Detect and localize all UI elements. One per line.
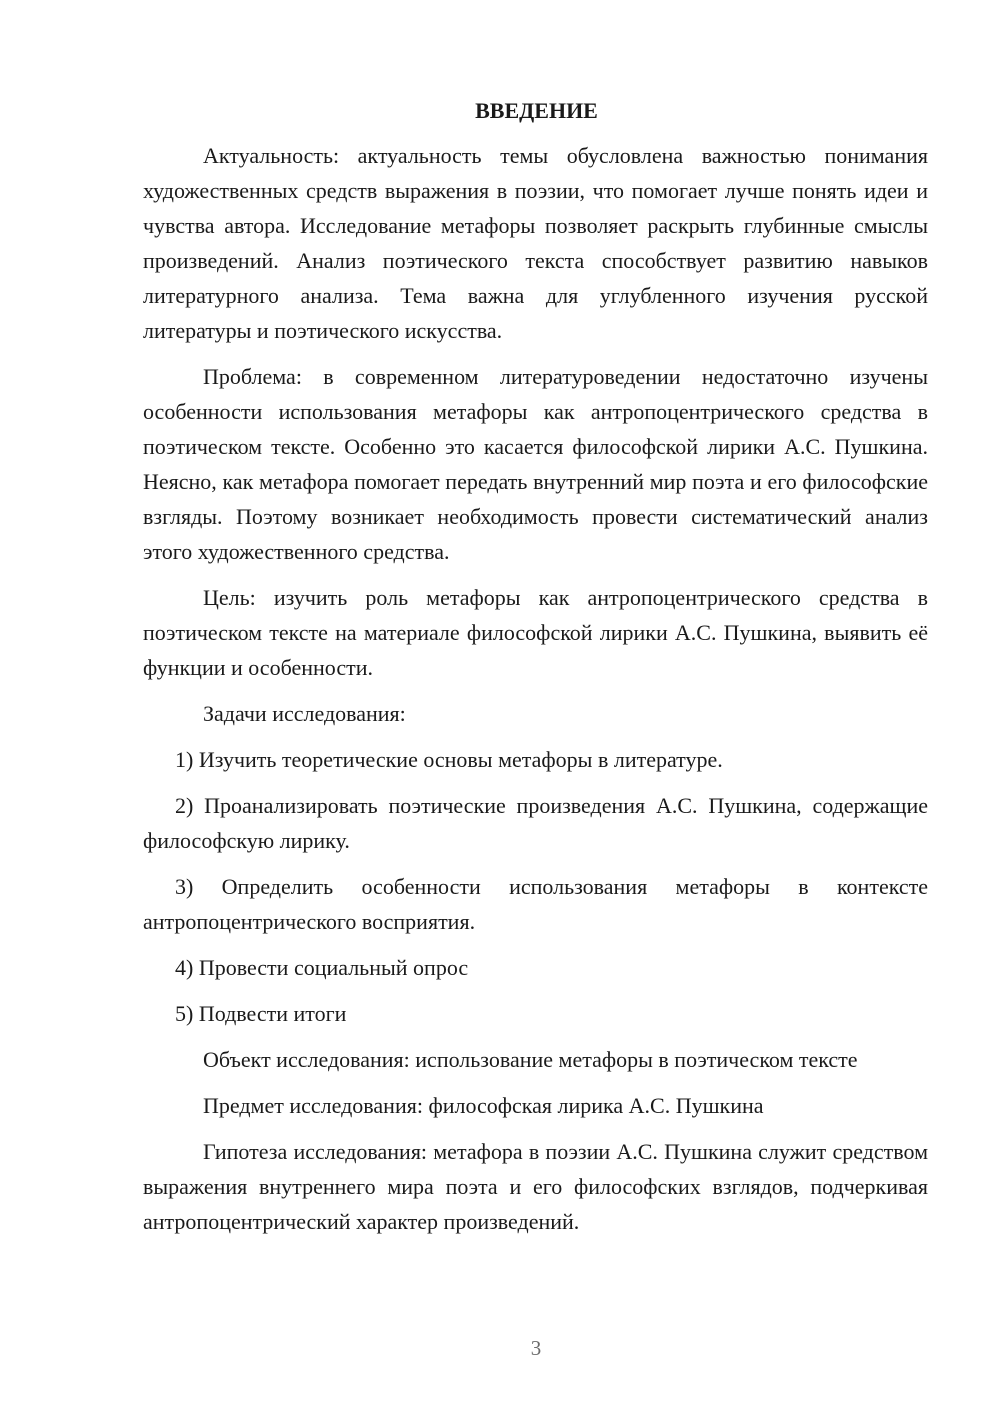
paragraph-actuality: Актуальность: актуальность темы обусловлена важностью понимания художественных средств выражения в поэзии, что помогает лучше понять идеи и чувства автора. Исследование метафоры позволяет раскрыть глубинные смыслы произведений. Анализ поэтического текста способствует развитию навыков литературного анализа. Тема важна для углубленного изучения русской литературы и поэтического искусства. (143, 143, 928, 343)
paragraph-subject: Предмет исследования: философская лирика А.С. Пушкина (203, 1093, 764, 1118)
paragraph-hypothesis: Гипотеза исследования: метафора в поэзии А.С. Пушкина служит средством выражения внутреннего мира поэта и его философских взглядов, подчеркивая антропоцентрический характер произведений. (143, 1139, 928, 1234)
tasks-title: Задачи исследования: (203, 701, 406, 726)
task-item-1: 1) Изучить теоретические основы метафоры в литературе. (175, 747, 723, 772)
task-item-4: 4) Провести социальный опрос (175, 955, 469, 980)
task-item-5: 5) Подвести итоги (175, 1001, 347, 1026)
paragraph-object: Объект исследования: использование метафоры в поэтическом тексте (203, 1047, 858, 1072)
task-item-3: 3) Определить особенности использования метафоры в контексте антропоцентрического восприятия. (143, 874, 928, 934)
section-heading: ВВЕДЕНИЕ (475, 98, 598, 123)
page-number: 3 (530, 1336, 542, 1360)
task-item-2: 2) Проанализировать поэтические произведения А.С. Пушкина, содержащие философскую лирику. (143, 793, 928, 853)
page-content (143, 96, 928, 1239)
paragraph-goal: Цель: изучить роль метафоры как антропоцентрического средства в поэтическом тексте на материале философской лирики А.С. Пушкина, выявить её функции и особенности. (143, 585, 928, 680)
paragraph-problem: Проблема: в современном литературоведении недостаточно изучены особенности использования метафоры как антропоцентрического средства в поэтическом тексте. Особенно это касается философской лирики А.С. Пушкина. Неясно, как метафора помогает передать внутренний мир поэта и его философские взгляды. Поэтому возникает необходимость провести систематический анализ этого художественного средства. (143, 364, 928, 564)
